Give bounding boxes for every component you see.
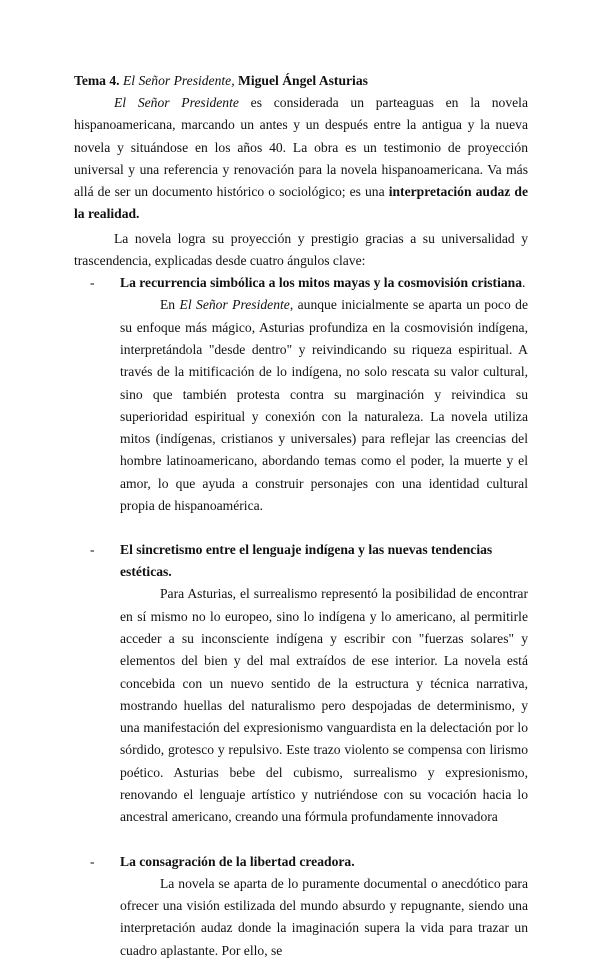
section-body-work-title: El Señor Presidente <box>179 297 290 313</box>
section-heading-text: El sincretismo entre el lenguaje indígena y las nuevas tendencias estéticas. <box>120 542 493 580</box>
author-name: Miguel Ángel Asturias <box>238 73 368 88</box>
section-heading-2 <box>74 539 528 583</box>
section-heading-text: La recurrencia simbólica a los mitos mayas y la cosmovisión cristiana <box>120 275 522 291</box>
section-heading-tail: . <box>522 275 526 291</box>
section-heading-1 <box>74 272 528 294</box>
bullet-dash: - <box>90 853 95 869</box>
section-heading-text: La consagración de la libertad creadora. <box>120 853 355 869</box>
bullet-dash: - <box>90 542 95 558</box>
spacer <box>74 829 528 851</box>
intro-text: es considerada un parteaguas en la novela hispanoamericana, marcando un antes y un después entre la antigua y la nueva novela y situándose en los años 40. La obra es un testimonio de proyección universal y una referencia y renovación para la novela hispanoamericana. Va más allá de ser un documento histórico o sociológico; es una <box>74 95 528 200</box>
intro-emphasis: interpretación audaz de la realidad. <box>74 184 528 222</box>
section-body-text: , aunque inicialmente se aparta un poco de su enfoque más mágico, Asturias profundiza en la cosmovisión indígena, interpretándola "desde dentro" y reivindicando su riqueza espiritual. A través de la mitificación de lo indígena, no solo rescata su valor cultural, sino que también protesta contra su marginación y reivindica su superioridad espiritual y conexión con la naturaleza. La novela utiliza mitos (indígenas, cristianos y universales) para reflejar las creencias del hombre latinoamericano, abordando temas como el poder, la muerte y el amor, lo que ayuda a construir personajes con una identidad cultural propia de hispanoamérica. <box>120 297 528 514</box>
tema-label: Tema 4. <box>74 73 120 88</box>
document-title <box>74 70 528 92</box>
intro-work-title: El Señor Presidente <box>114 95 239 110</box>
section-body-2: Para Asturias, el surrealismo representó la posibilidad de encontrar en sí mismo no lo europeo, sino lo indígena y lo americano, al permitirle acceder a su inconsciente indígena y escribir con "fuerzas solares" y elementos del bien y del mal extraídos de ese interior. La novela está concebida con un nuevo sentido de la estructura y técnica narrativa, mostrando huellas del naturalismo pero despojadas de determinismo, y una manifestación del expresionismo vanguardista en la delectación por lo sórdido, grotesco y repulsivo. Este trazo violento se compensa con lirismo poético. Asturias bebe del cubismo, surrealismo y expresionismo, renovando el lenguaje artístico y nutriéndose con su vocación hacia lo ancestral americano, creando una fórmula profundamente innovadora <box>120 586 528 825</box>
spacer <box>74 517 528 539</box>
work-title: El Señor Presidente, <box>122 73 235 88</box>
document-body <box>74 70 528 962</box>
bullet-dash: - <box>90 275 95 291</box>
section-body-pre: En <box>160 297 180 313</box>
lead-paragraph: La novela logra su proyección y prestigio gracias a su universalidad y trascendencia, explicadas desde cuatro ángulos clave: <box>74 230 528 269</box>
section-body-1 <box>120 294 528 517</box>
section-body-3: La novela se aparta de lo puramente documental o anecdótico para ofrecer una visión estilizada del mundo absurdo y repugnante, siendo una interpretación audaz donde la imaginación supera la vida para trazar un cuadro aplastante. Por ello, se <box>120 875 528 958</box>
intro-paragraph <box>74 92 528 226</box>
section-heading-3 <box>74 851 528 873</box>
